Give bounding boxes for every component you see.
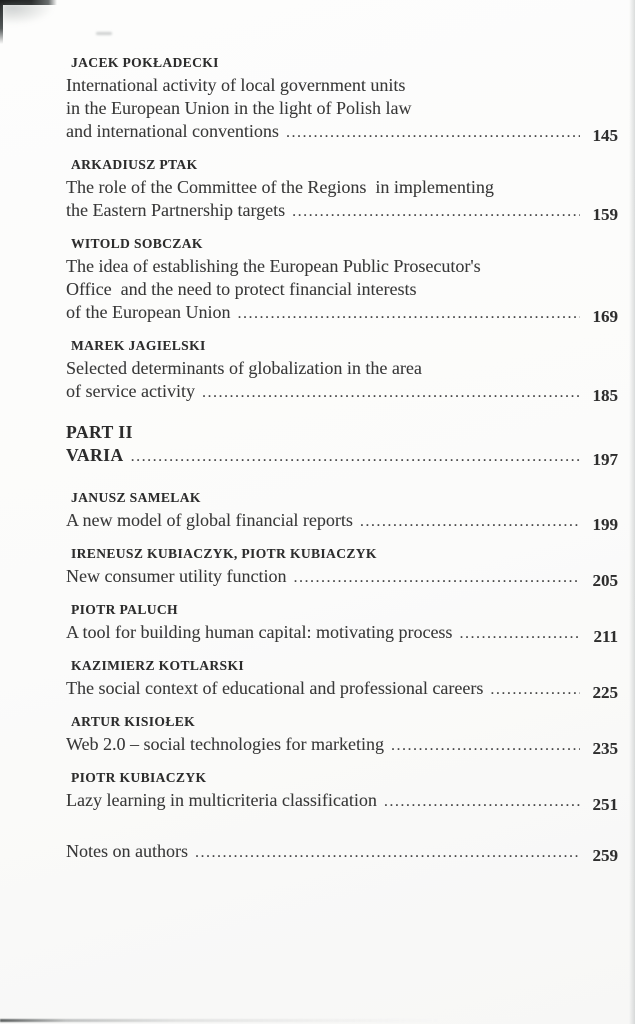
toc-entry-title-line: of service activity: [66, 381, 195, 401]
toc-entry-last-row: [66, 565, 618, 588]
toc-entry-author: PIOTR PALUCH: [71, 602, 178, 617]
toc-entry-last-row: [66, 199, 618, 222]
toc-entry-author: ARKADIUSZ PTAK: [71, 157, 198, 172]
page-number: 185: [592, 386, 618, 405]
section-title: VARIA: [66, 445, 124, 465]
scan-artifact-right-shadow: [629, 0, 635, 1024]
toc-entry-title-line: Selected determinants of globalization in the area: [66, 358, 422, 378]
dot-leader: [292, 203, 580, 221]
toc-entry-title-line: Web 2.0 – social technologies for marketing: [66, 734, 384, 754]
dot-leader: [286, 124, 580, 142]
page-number: 211: [593, 627, 618, 646]
toc-entry-author: KAZIMIERZ KOTLARSKI: [71, 658, 245, 673]
scan-artifact-corner-shade: [2, 3, 54, 25]
toc-entry-title-line: A tool for building human capital: motivating process: [66, 622, 453, 642]
toc-entry: [66, 655, 618, 700]
toc-entry-title-line: Office and the need to protect financial interests: [66, 279, 417, 299]
toc-entry: [66, 52, 618, 143]
notes-label: Notes on authors: [66, 841, 188, 861]
page-number: 199: [592, 515, 618, 534]
dot-leader: [490, 681, 580, 699]
toc-entry-title-line: A new model of global financial reports: [66, 510, 353, 530]
toc-entry-last-row: [66, 733, 618, 756]
toc-entry-title-line: The role of the Committee of the Regions in implementing: [66, 177, 494, 197]
toc-entry-last-row: [66, 789, 618, 812]
toc-entry-last-row: [66, 120, 618, 143]
toc-entry-author: ARTUR KISIOŁEK: [71, 714, 196, 729]
toc-entry-title-line: of the European Union: [66, 302, 231, 322]
toc-entry-last-row: [66, 380, 618, 403]
toc-entry-last-row: [66, 621, 618, 644]
section-part-label: PART II: [66, 422, 133, 442]
dot-leader: [237, 305, 580, 323]
toc-entry-title-line: and international conventions: [66, 121, 279, 141]
page-number: 145: [592, 126, 618, 145]
toc-entry-title-line: International activity of local government units: [66, 75, 406, 95]
toc-entry-title-line: in the European Union in the light of Polish law: [66, 98, 412, 118]
toc-entry: [66, 154, 618, 222]
page-number: 225: [592, 683, 618, 702]
toc-entry-author: JACEK POKŁADECKI: [71, 55, 219, 70]
page-number: 159: [592, 205, 618, 224]
dot-leader: [202, 384, 580, 402]
dot-leader: [459, 625, 580, 643]
toc-entry: [66, 599, 618, 644]
dot-leader: [384, 793, 580, 811]
page-number: 235: [592, 739, 618, 758]
toc-entry: [66, 767, 618, 812]
page-number: 197: [592, 450, 618, 469]
toc-entry: [66, 711, 618, 756]
page-number: 205: [592, 571, 618, 590]
toc-entry: [66, 543, 618, 588]
scan-artifact-smudge: [96, 32, 112, 35]
toc-entry: [66, 487, 618, 532]
toc-entry-title-line: the Eastern Partnership targets: [66, 200, 286, 220]
toc-entry-author: JANUSZ SAMELAK: [71, 490, 201, 505]
dot-leader: [131, 448, 580, 466]
toc-entry-author: MAREK JAGIELSKI: [71, 338, 206, 353]
notes-on-authors-row: [66, 840, 618, 863]
toc-entry-title-line: New consumer utility function: [66, 566, 287, 586]
toc-entry-title-line: Lazy learning in multicriteria classification: [66, 790, 377, 810]
dot-leader: [293, 569, 580, 587]
page-number: 169: [592, 307, 618, 326]
dot-leader: [360, 513, 580, 531]
dot-leader: [391, 737, 580, 755]
toc-entry-author: WITOLD SOBCZAK: [71, 236, 203, 251]
section-title-row: [66, 444, 618, 467]
toc-entry-author: PIOTR KUBIACZYK: [71, 770, 207, 785]
toc-entry-title-line: The social context of educational and professional careers: [66, 678, 484, 698]
toc-entry: [66, 335, 618, 403]
toc-entry-author: IRENEUSZ KUBIACZYK, PIOTR KUBIACZYK: [71, 546, 377, 561]
scan-artifact-bottom-line: [0, 1019, 440, 1022]
page-number: 251: [592, 795, 618, 814]
toc-entry-title-line: The idea of establishing the European Public Prosecutor's: [66, 256, 481, 276]
toc-section-heading: [66, 421, 618, 467]
toc-entry: [66, 233, 618, 324]
toc-entry-last-row: [66, 677, 618, 700]
toc-entry-last-row: [66, 301, 618, 324]
dot-leader: [195, 844, 580, 862]
toc-entry-last-row: [66, 509, 618, 532]
page-number: 259: [592, 846, 618, 865]
